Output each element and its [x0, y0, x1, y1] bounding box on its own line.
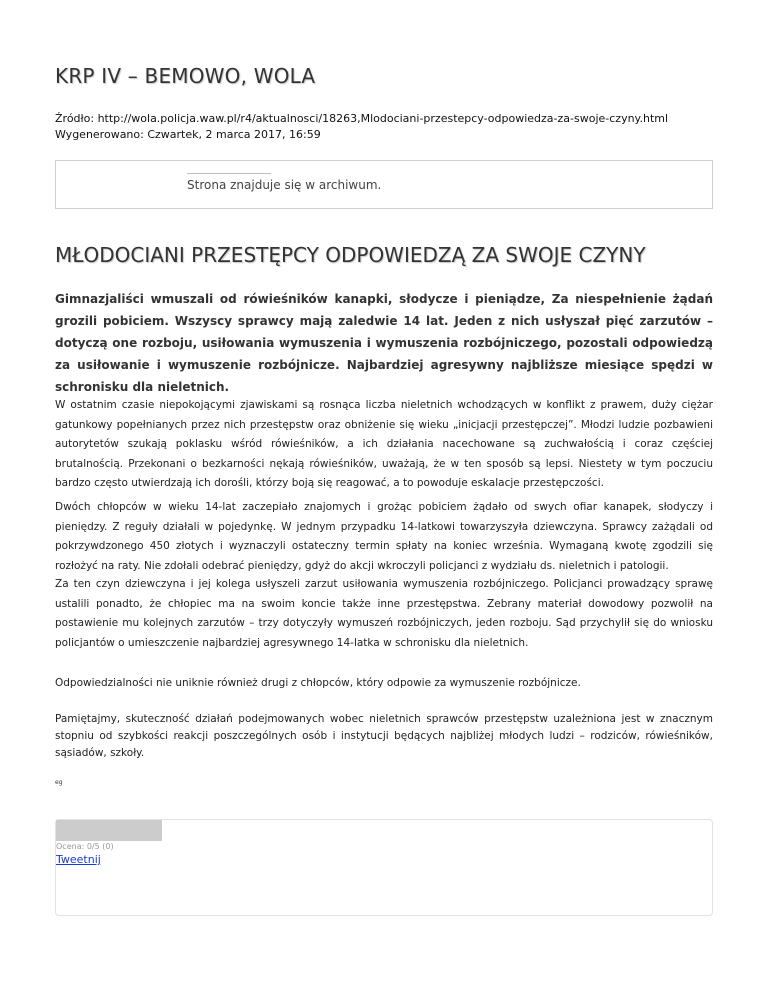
archive-divider	[187, 173, 271, 174]
article-lead: Gimnazjaliści wmuszali od rówieśników kanapki, słodycze i pieniądze, Za niespełnienie żądań grozili pobiciem. Wszyscy sprawcy mają zaledwie 14 lat. Jeden z nich usłyszał pięć zarzutów – dotyczą one rozboju, usiłowania wymuszenia i wymuszenia rozbójniczego, pozostali odpowiedzą za usiłowanie i wymuszenie rozbójnicze. Najbardziej agresywny najbliższe miesiące spędzi w schronisku dla nieletnich.	[55, 292, 713, 394]
page-meta	[55, 111, 668, 143]
generated-date: Wygenerowano: Czwartek, 2 marca 2017, 16:59	[55, 128, 321, 141]
archive-notice: Strona znajduje się w archiwum.	[187, 178, 382, 192]
article-paragraph: Dwóch chłopców w wieku 14-lat zaczepiało znajomych i grożąc pobiciem żądało od swych ofiar kanapek, słodyczy i pieniędzy. Z reguły działali w pojedynkę. W jednym przypadku 14-latkowi towarzyszyła dziewczyna. Sprawcy zażądali od pokrzywdzonego 450 złotych i wyznaczyli ostateczny termin spłaty na koniec września. Wymaganą kwotę zgodzili się rozłożyć na raty. Nie zdołali odebrać pieniędzy, gdyż do akcji wkroczyli policjanci z wydziału ds. nieletnich i patologii.	[55, 501, 713, 572]
article-paragraph: Za ten czyn dziewczyna i jej kolega usłyszeli zarzut usiłowania wymuszenia rozbójniczego. Policjanci prowadzący sprawę ustalili ponadto, że chłopiec ma na swoim koncie także inne przestępstwa. Zebrany materiał dowodowy pozwolił na postawienie mu kolejnych zarzutów – trzy dotyczyły wymuszeń rozbójniczych, jeden rozboju. Sąd przychylił się do wniosku policjantów o umieszczenie najbardziej agresywnego 14-latka w schronisku dla nieletnich.	[55, 578, 713, 649]
source-url: Źródło: http://wola.policja.waw.pl/r4/aktualnosci/18263,Mlodociani-przestepcy-odpowiedza-za-swoje-czyny.html	[55, 112, 669, 125]
archive-notice-box	[55, 160, 713, 209]
tweet-link[interactable]: Tweetnij	[56, 853, 101, 866]
rating-box	[55, 819, 713, 916]
rating-stars[interactable]	[56, 820, 162, 841]
article-paragraph: Odpowiedzialności nie uniknie również drugi z chłopców, który odpowie za wymuszenie rozbójnicze.	[55, 677, 581, 689]
article-paragraph: W ostatnim czasie niepokojącymi zjawiskami są rosnąca liczba nieletnich wchodzących w konflikt z prawem, duży ciężar gatunkowy popełnianych przez nich przestępstw oraz obniżenie się wieku „inicjacji przestępczej”. Młodzi ludzie pozbawieni autorytetów szukają poklasku wśród rówieśników, a ich działania nacechowane są zuchwałością i coraz częściej brutalnością. Przekonani o bezkarności nękają rówieśników, uważają, że w ten sposób są lepsi. Niestety w tym poczuciu bardzo często utwierdzają ich dorośli, którzy boją się reagować, a to powoduje eskalacje przestępczości.	[55, 399, 713, 489]
rating-score: Ocena: 0/5 (0)	[56, 842, 114, 851]
author-signature: eg	[55, 779, 63, 786]
article-title: MŁODOCIANI PRZESTĘPCY ODPOWIEDZĄ ZA SWOJE CZYNY	[55, 243, 646, 267]
site-title: KRP IV – BEMOWO, WOLA	[55, 64, 316, 88]
article-paragraph: Pamiętajmy, skuteczność działań podejmowanych wobec nieletnich sprawców przestępstw uzależniona jest w znacznym stopniu od szybkości reakcji poszczególnych osób i instytucji będących najbliżej młodych ludzi – rodziców, rówieśników, sąsiadów, szkoły.	[55, 713, 713, 759]
